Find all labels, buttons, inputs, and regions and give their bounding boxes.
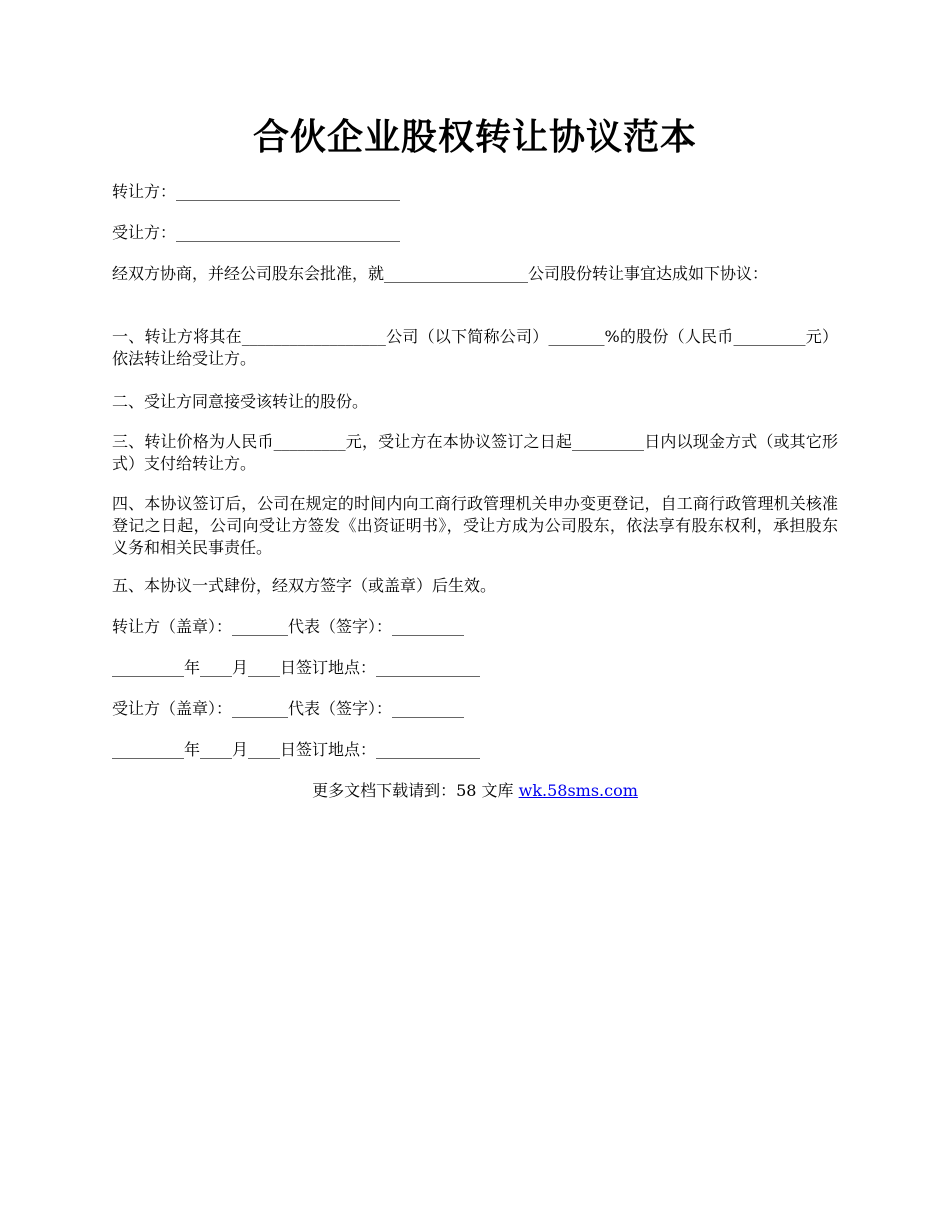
transferee-line: 受让方：____________________________ — [112, 223, 401, 242]
clause-5: 五、本协议一式肆份，经双方签字（或盖章）后生效。 — [112, 576, 497, 595]
transferor-date-line: _________年____月____日签订地点：_____________ — [112, 658, 481, 677]
transferee-signature-line: 受让方（盖章）：_______代表（签字）：_________ — [112, 699, 465, 718]
transferee-date-line: _________年____月____日签订地点：_____________ — [112, 740, 481, 759]
clause-4: 四、本协议签订后，公司在规定的时间内向工商行政管理机关申办变更登记，自工商行政管理机关核准登记之日起，公司向受让方签发《出资证明书》，受让方成为公司股东，依法享有股东权利，承担股东义务和相关民事责任。 — [112, 494, 838, 557]
clause-1: 一、转让方将其在__________________公司（以下简称公司）_______%的股份（人民币_________元）依法转让给受让方。 — [112, 327, 838, 368]
footer-text: 更多文档下载请到：58 文库 — [312, 781, 519, 800]
transferor-line: 转让方：____________________________ — [112, 182, 401, 201]
footer-link[interactable]: wk.58sms.com — [518, 781, 638, 800]
transferor-signature-line: 转让方（盖章）：_______代表（签字）：_________ — [112, 617, 465, 636]
document-title: 合伙企业股权转让协议范本 — [252, 116, 697, 158]
footer — [112, 780, 838, 802]
clause-2: 二、受让方同意接受该转让的股份。 — [112, 392, 369, 411]
document-page — [112, 0, 838, 800]
clause-3: 三、转让价格为人民币_________元，受让方在本协议签订之日起_________日内以现金方式（或其它形式）支付给转让方。 — [112, 432, 838, 473]
preamble-paragraph: 经双方协商，并经公司股东会批准，就__________________公司股份转让事宜达成如下协议： — [112, 264, 769, 283]
